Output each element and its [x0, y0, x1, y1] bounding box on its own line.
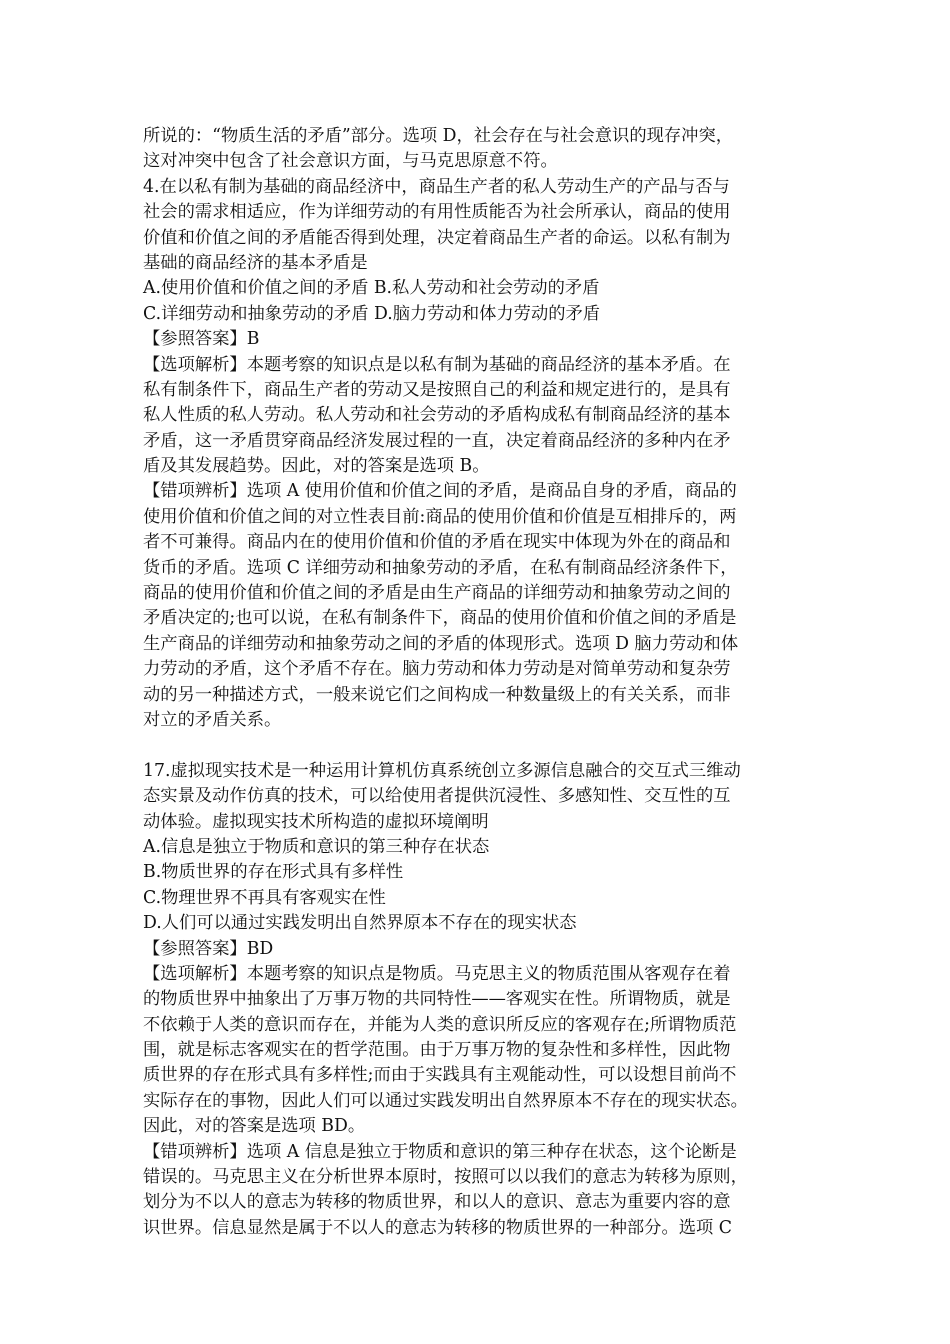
question-line: 价值和价值之间的矛盾能否得到处理，决定着商品生产者的命运。以私有制为	[143, 227, 731, 248]
answer-line: 【参照答案】BD	[143, 938, 274, 959]
option-line: A.使用价值和价值之间的矛盾 B.私人劳动和社会劳动的矛盾	[143, 278, 600, 299]
analysis-line: 的物质世界中抽象出了万事万物的共同特性——客观实在性。所谓物质，就是	[143, 989, 731, 1010]
answer-line: 【参照答案】B	[143, 329, 260, 350]
analysis-line: 实际存在的事物，因此人们可以通过实践发明出自然界原本不存在的现实状态。	[143, 1090, 748, 1111]
question-line: 基础的商品经济的基本矛盾是	[143, 252, 368, 273]
error-analysis-line: 货币的矛盾。选项 C 详细劳动和抽象劳动的矛盾，在私有制商品经济条件下，	[143, 557, 738, 578]
error-analysis-line: 动的另一种描述方式，一般来说它们之间构成一种数量级上的有关关系，而非	[143, 684, 731, 705]
error-analysis-line: 者不可兼得。商品内在的使用价值和价值的矛盾在现实中体现为外在的商品和	[143, 532, 731, 553]
analysis-line: 因此，对的答案是选项 BD。	[143, 1116, 366, 1137]
question-line: 社会的需求相适应，作为详细劳动的有用性质能否为社会所承认，商品的使用	[143, 202, 731, 223]
analysis-line: 私有制条件下，商品生产者的劳动又是按照自己的利益和规定进行的，是具有	[143, 379, 731, 400]
error-analysis-line: 力劳动的矛盾，这个矛盾不存在。脑力劳动和体力劳动是对简单劳动和复杂劳	[143, 659, 731, 680]
error-analysis-line: 使用价值和价值之间的对立性表目前:商品的使用价值和价值是互相排斥的，两	[143, 506, 737, 527]
error-analysis-line: 生产商品的详细劳动和抽象劳动之间的矛盾的体现形式。选项 D 脑力劳动和体	[143, 633, 739, 654]
error-analysis-line: 识世界。信息显然是属于不以人的意志为转移的物质世界的一种部分。选项 C	[143, 1217, 732, 1238]
error-analysis-line: 矛盾决定的;也可以说，在私有制条件下，商品的使用价值和价值之间的矛盾是	[143, 608, 737, 629]
error-analysis-line: 错误的。马克思主义在分析世界本原时，按照可以以我们的意志为转移为原则，	[143, 1167, 748, 1188]
section-question-4	[143, 124, 808, 733]
question-line: 动体验。虚拟现实技术所构造的虚拟环境阐明	[143, 811, 489, 832]
analysis-line: 矛盾，这一矛盾贯穿商品经济发展过程的一直，决定着商品经济的多种内在矛	[143, 430, 731, 451]
error-analysis-line: 商品的使用价值和价值之间的矛盾是由生产商品的详细劳动和抽象劳动之间的	[143, 583, 731, 604]
analysis-line: 私人性质的私人劳动。私人劳动和社会劳动的矛盾构成私有制商品经济的基本	[143, 405, 731, 426]
text-line: 这对冲突中包含了社会意识方面，与马克思原意不符。	[143, 151, 558, 172]
option-line: C.详细劳动和抽象劳动的矛盾 D.脑力劳动和体力劳动的矛盾	[143, 303, 601, 324]
option-line: D.人们可以通过实践发明出自然界原本不存在的现实状态	[143, 913, 577, 934]
analysis-line: 盾及其发展趋势。因此，对的答案是选项 B。	[143, 456, 490, 477]
analysis-line: 围，就是标志客观实在的哲学范围。由于万事万物的复杂性和多样性，因此物	[143, 1040, 731, 1061]
option-line: C.物理世界不再具有客观实在性	[143, 887, 386, 908]
question-line: 4.在以私有制为基础的商品经济中，商品生产者的私人劳动生产的产品与否与	[143, 176, 730, 197]
question-line: 17.虚拟现实技术是一种运用计算机仿真系统创立多源信息融合的交互式三维动	[143, 760, 741, 781]
analysis-line: 不依赖于人类的意识而存在，并能为人类的意识所反应的客观存在;所谓物质范	[143, 1014, 737, 1035]
question-line: 态实景及动作仿真的技术，可以给使用者提供沉浸性、多感知性、交互性的互	[143, 786, 731, 807]
text-line: 所说的：“物质生活的矛盾”部分。选项 D，社会存在与社会意识的现存冲突，	[143, 126, 734, 146]
analysis-line: 【选项解析】本题考察的知识点是以私有制为基础的商品经济的基本矛盾。在	[143, 354, 731, 375]
option-line: B.物质世界的存在形式具有多样性	[143, 862, 404, 883]
analysis-line: 【选项解析】本题考察的知识点是物质。马克思主义的物质范围从客观存在着	[143, 963, 731, 984]
document-page	[143, 124, 808, 1241]
paragraph-gap	[143, 733, 808, 758]
analysis-line: 质世界的存在形式具有多样性;而由于实践具有主观能动性，可以设想目前尚不	[143, 1065, 737, 1086]
error-analysis-line: 【错项辨析】选项 A 使用价值和价值之间的矛盾，是商品自身的矛盾，商品的	[143, 481, 737, 502]
error-analysis-line: 对立的矛盾关系。	[143, 709, 282, 730]
option-line: A.信息是独立于物质和意识的第三种存在状态	[143, 836, 490, 857]
error-analysis-line: 划分为不以人的意志为转移的物质世界，和以人的意识、意志为重要内容的意	[143, 1192, 731, 1213]
section-question-17	[143, 759, 808, 1241]
error-analysis-line: 【错项辨析】选项 A 信息是独立于物质和意识的第三种存在状态，这个论断是	[143, 1141, 737, 1162]
